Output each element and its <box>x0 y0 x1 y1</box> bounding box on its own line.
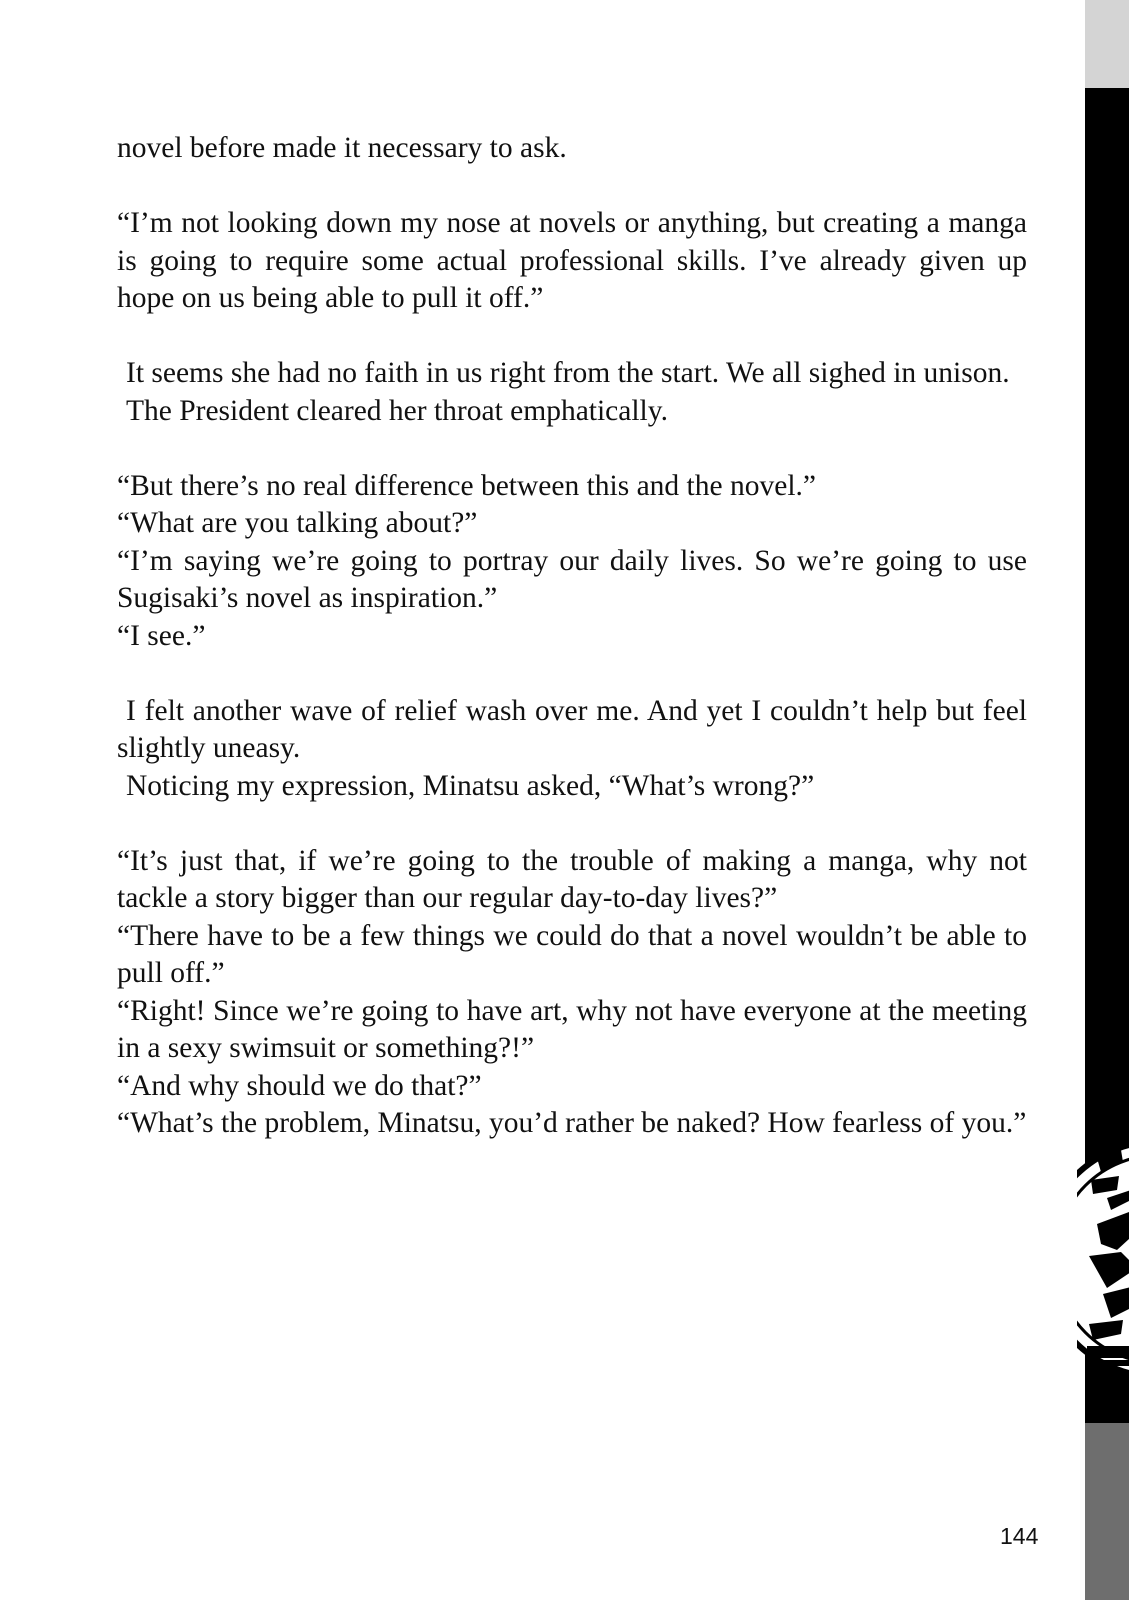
body-text <box>117 130 1027 1143</box>
paragraph: “What are you talking about?” <box>117 507 478 539</box>
page-number: 144 <box>1000 1523 1039 1549</box>
school-seal-icon <box>1077 1128 1129 1390</box>
paragraph-gap <box>117 168 1027 206</box>
paragraph: “Right! Since we’re going to have art, why not have everyone at the meeting in a sexy swimsuit or something?!” <box>117 994 1027 1064</box>
paragraph: “What’s the problem, Minatsu, you’d rather be naked? How fearless of you.” <box>117 1107 1027 1139</box>
paragraph: “I see.” <box>117 619 206 652</box>
paragraph: “But there’s no real difference between this and the novel.” <box>117 469 816 502</box>
paragraph: “There have to be a few things we could do that a novel wouldn’t be able to pull off.” <box>117 919 1027 989</box>
paragraph: novel before made it necessary to ask. <box>117 132 567 164</box>
paragraph: It seems she had no faith in us right from the start. We all sighed in unison. <box>126 357 1010 389</box>
edge-tab-light-segment <box>1085 0 1129 88</box>
paragraph: The President cleared her throat emphatically. <box>126 394 668 427</box>
paragraph: “I’m not looking down my nose at novels or anything, but creating a manga is going to require some actual professional skills. I’ve already given up hope on us being able to pull it off.” <box>117 207 1027 314</box>
paragraph-gap <box>117 430 1027 468</box>
paragraph: “I’m saying we’re going to portray our daily lives. So we’re going to use Sugisaki’s novel as inspiration.” <box>117 544 1027 614</box>
edge-tab-grey-segment <box>1085 1423 1129 1600</box>
paragraph: “It’s just that, if we’re going to the trouble of making a manga, why not tackle a story bigger than our regular day-to-day lives?” <box>117 844 1027 914</box>
paragraph: I felt another wave of relief wash over me. And yet I couldn’t help but feel slightly uneasy. <box>117 694 1027 764</box>
paragraph: “And why should we do that?” <box>117 1069 482 1102</box>
paragraph-gap <box>117 655 1027 693</box>
paragraph-gap <box>117 805 1027 843</box>
paragraph-gap <box>117 318 1027 356</box>
paragraph: Noticing my expression, Minatsu asked, “What’s wrong?” <box>126 769 815 802</box>
edge-tab <box>1085 0 1129 1600</box>
